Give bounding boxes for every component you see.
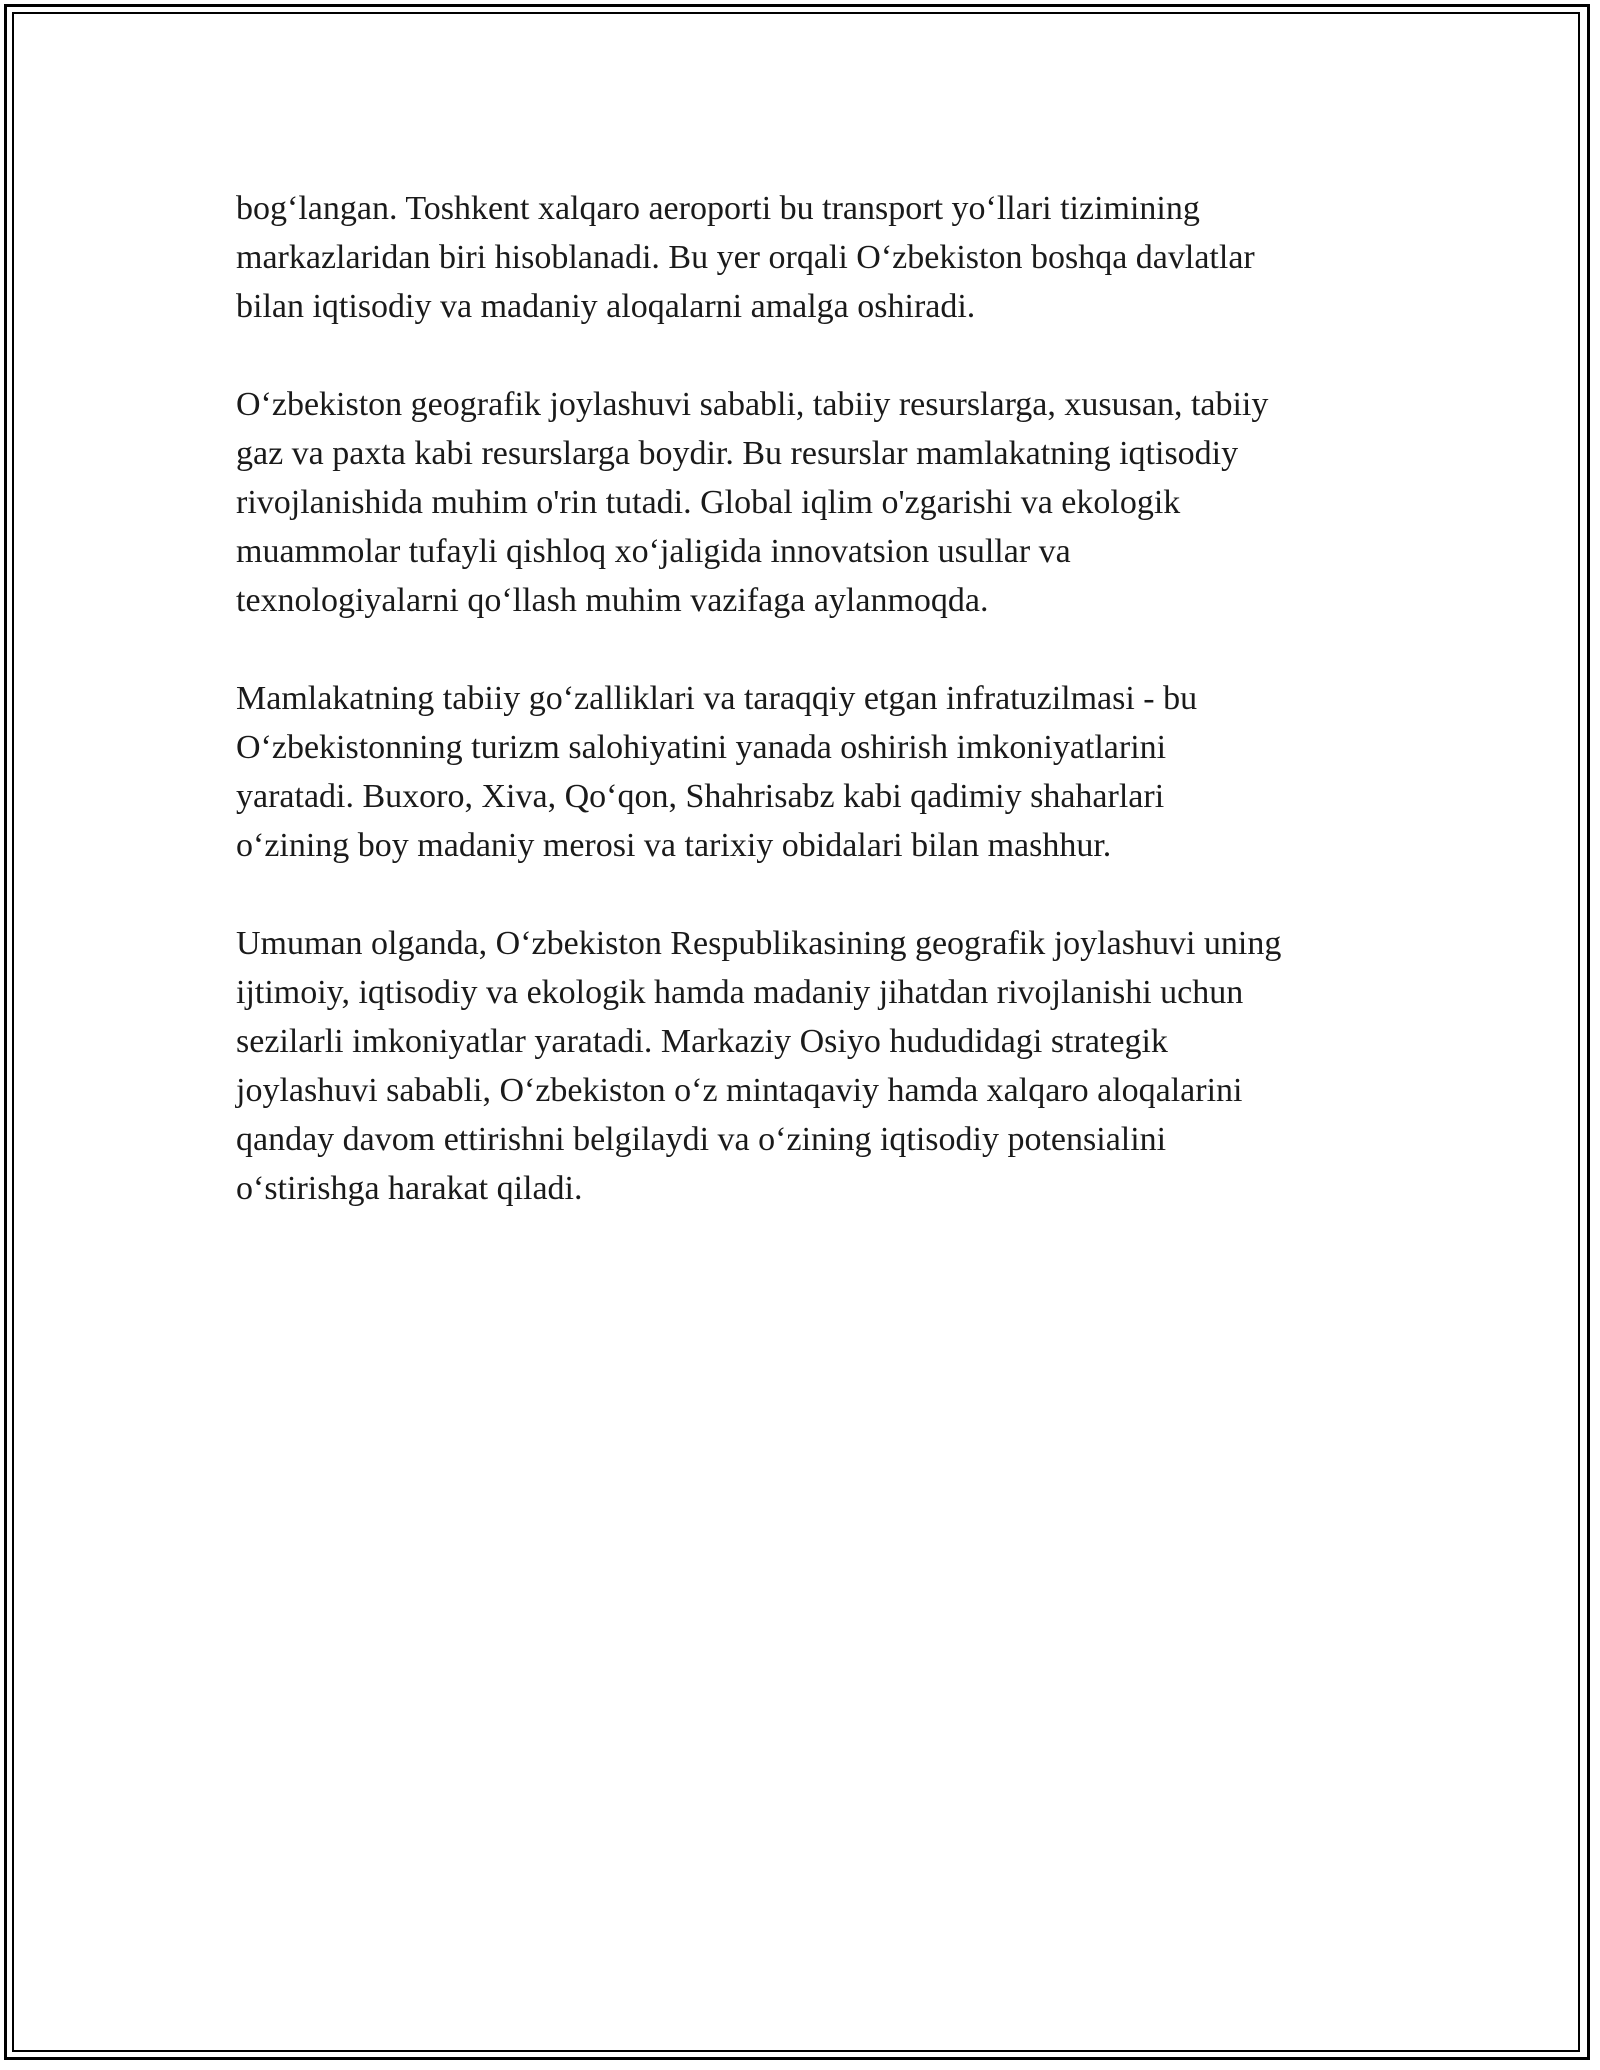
document-body	[236, 184, 1376, 1262]
paragraph-resources: O‘zbekiston geografik joylashuvi sababli, tabiiy resurslarga, xususan, tabiiy gaz va paxta kabi resurslarga boydir. Bu resurslar mamlakatning iqtisodiy rivojlanishida muhim o'rin tutadi. Global iqlim o'zgarishi va ekologik muammolar tufayli qishloq xo‘jaligida innovatsion usullar va texnologiyalarni qo‘llash muhim vazifaga aylanmoqda.	[236, 386, 1269, 619]
paragraph-tourism: Mamlakatning tabiiy go‘zalliklari va taraqqiy etgan infratuzilmasi - bu O‘zbekistonning turizm salohiyatini yanada oshirish imkoniyatlarini yaratadi. Buxoro, Xiva, Qo‘qon, Shahrisabz kabi qadimiy shaharlari o‘zining boy madaniy merosi va tarixiy obidalari bilan mashhur.	[236, 680, 1198, 864]
paragraph-transport: bog‘langan. Toshkent xalqaro aeroporti bu transport yo‘llari tizimining markazlaridan biri hisoblanadi. Bu yer orqali O‘zbekiston boshqa davlatlar bilan iqtisodiy va madaniy aloqalarni amalga oshiradi.	[236, 190, 1255, 325]
paragraph-conclusion: Umuman olganda, O‘zbekiston Respublikasining geografik joylashuvi uning ijtimoiy, iqtisodiy va ekologik hamda madaniy jihatdan rivojlanishi uchun sezilarli imkoniyatlar yaratadi. Markaziy Osiyo hududidagi strategik joylashuvi sababli, O‘zbekiston o‘z mintaqaviy hamda xalqaro aloqalarini qanday davom ettirishni belgilaydi va o‘zining iqtisodiy potensialini o‘stirishga harakat qiladi.	[236, 925, 1282, 1207]
